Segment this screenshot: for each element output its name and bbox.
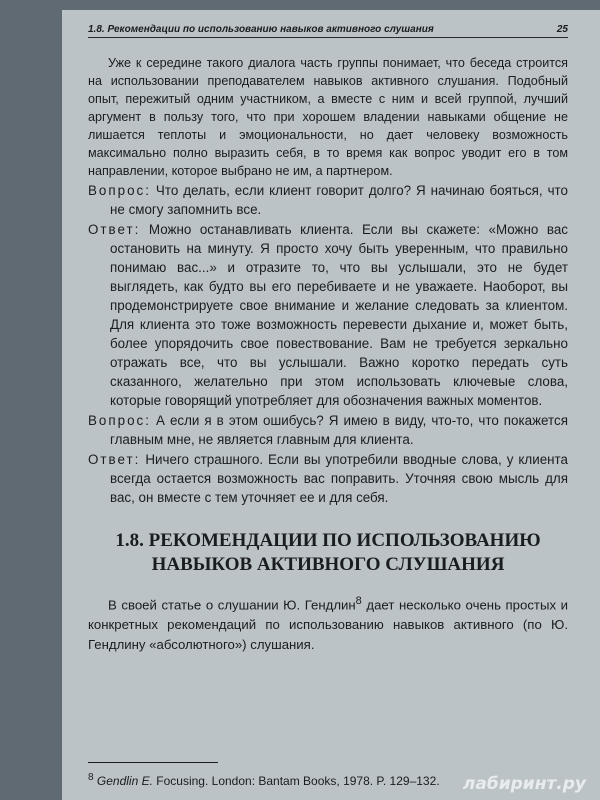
qa-question <box>88 411 568 449</box>
section-heading <box>88 529 568 577</box>
qa-text: Ничего страшного. Если вы употребили вводные слова, у клиента всегда остается возможность вас поправить. Уточняя свою мысль для вас, он вместе с тем уточняет ее и для себя. <box>110 452 568 505</box>
qa-answer <box>88 220 568 410</box>
watermark: лабиринт.ру <box>462 774 586 794</box>
qa-text: А если я в этом ошибусь? Я имею в виду, что-то, что покажется главным мне, не является главным для клиента. <box>110 413 568 447</box>
section-paragraph <box>88 591 568 655</box>
running-header <box>88 24 568 38</box>
footnote-author: Gendlin E. <box>96 774 153 788</box>
footnote-ref: 8 <box>355 595 362 607</box>
section-heading-line-1: 1.8. РЕКОМЕНДАЦИИ ПО ИСПОЛЬЗОВАНИЮ <box>115 530 541 551</box>
section-heading-line-2: НАВЫКОВ АКТИВНОГО СЛУШАНИЯ <box>151 554 505 575</box>
book-page <box>62 10 600 800</box>
qa-label: Ответ: <box>88 452 141 467</box>
page-body <box>88 54 568 655</box>
qa-question <box>88 181 568 219</box>
qa-text: Можно останавливать клиента. Если вы скажете: «Можно вас остановить на минуту. Я просто хочу быть уверенным, что правильно понимаю вас...» и отразите то, что вы услышали, это не будет выглядеть, как будто вы его перебиваете и не уважаете. Наоборот, вы продемонстрируете свое внимание и желание следовать за клиентом. Для клиента это тоже возможность перевести дыхание и, может быть, более упорядочить свое повествование. Вам не требуется зеркально отражать все, что вы услышали. Важно коротко передать суть сказанного, желательно при этом использовать ключевые слова, которые говорящий употребляет для обозначения важных моментов. <box>110 222 568 408</box>
section-paragraph-end: дает несколько очень простых и конкретных рекомендаций по использованию навыков активного (по Ю. Гендлину «абсолютного») слушания. <box>88 597 569 653</box>
footnote-number: 8 <box>88 772 94 783</box>
qa-label: Вопрос: <box>88 413 151 428</box>
qa-text: Что делать, если клиент говорит долго? Я начинаю бояться, что не смогу запомнить все. <box>110 183 568 217</box>
running-title: 1.8. Рекомендации по использованию навыков активного слушания <box>88 24 434 35</box>
intro-paragraph: Уже к середине такого диалога часть группы понимает, что беседа строится на использовании преподавателем навыков активного слушания. Подобный опыт, пережитый одним участником, а вместе с ним и всей группой, лучший аргумент в пользу того, что при хорошем владении навыками общение не лишается теплоты и эмоциональности, но дает человеку возможность максимально полно выразить себя, в то время как вопрос уводит его в том направлении, которое выбрано не им, а партнером. <box>88 56 568 178</box>
footnote-divider <box>88 762 218 763</box>
page-number: 25 <box>556 24 568 35</box>
section-paragraph-start: В своей статье о слушании Ю. Гендлин <box>108 597 356 613</box>
qa-answer <box>88 450 568 507</box>
qa-label: Ответ: <box>88 222 141 237</box>
footnote-citation: Focusing. London: Bantam Books, 1978. P. 129–132. <box>152 774 440 788</box>
qa-label: Вопрос: <box>88 183 151 198</box>
